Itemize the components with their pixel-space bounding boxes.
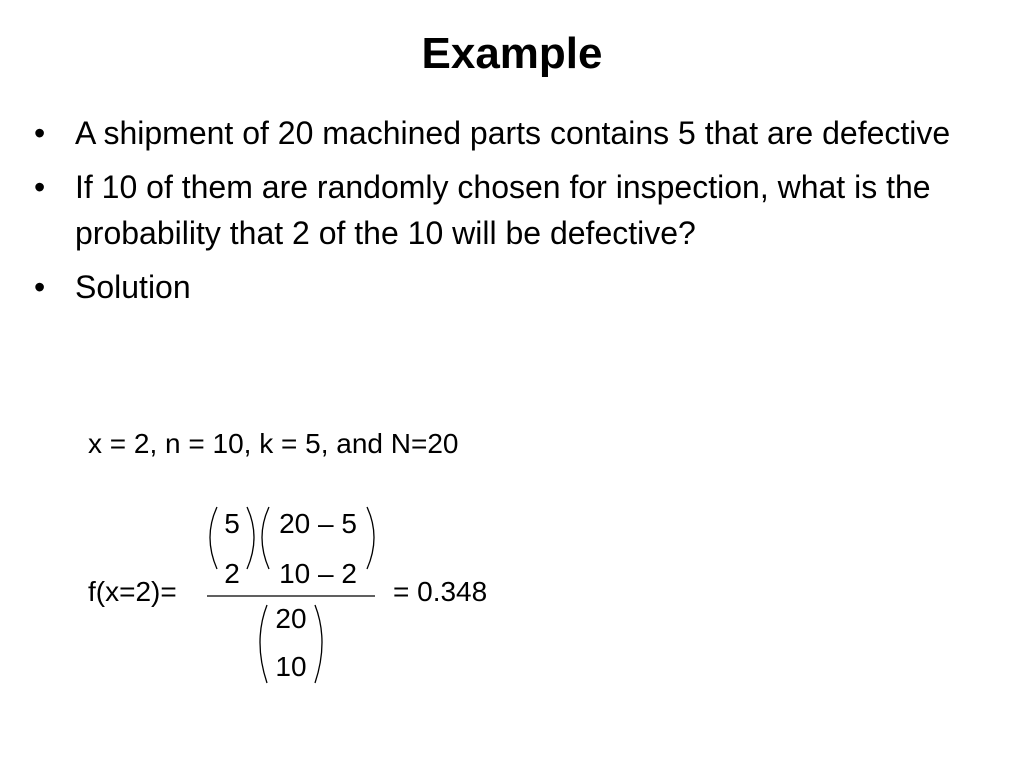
bullet-list xyxy=(30,110,970,318)
denom-binom-bottom: 10 xyxy=(275,651,307,682)
bullet-item xyxy=(30,164,970,256)
left-paren xyxy=(260,605,267,683)
right-paren xyxy=(315,605,322,683)
bullet-text-question: If 10 of them are randomly chosen for inspection, what is the probability that 2 of the 10 will be defective? xyxy=(75,169,931,251)
right-paren xyxy=(247,507,254,569)
right-paren xyxy=(367,507,374,569)
denom-binom-top: 20 xyxy=(275,603,307,634)
binom1-top: 5 xyxy=(224,508,240,539)
bullet-mark: • xyxy=(34,115,46,151)
slide-title: Example xyxy=(421,29,603,78)
left-paren xyxy=(210,507,217,569)
binom2-top: 20 – 5 xyxy=(279,508,357,539)
bullet-mark: • xyxy=(34,169,46,205)
binom1-bottom: 2 xyxy=(224,558,240,589)
bullet-mark: • xyxy=(34,269,46,305)
bullet-item xyxy=(30,264,970,310)
formula-lhs: f(x=2)= xyxy=(88,576,177,607)
bullet-item xyxy=(30,110,970,156)
bullet-text-solution: Solution xyxy=(75,269,191,305)
formula-result: = 0.348 xyxy=(393,576,488,607)
hypergeometric-formula xyxy=(195,495,395,695)
binom2-bottom: 10 – 2 xyxy=(279,558,357,589)
given-values: x = 2, n = 10, k = 5, and N=20 xyxy=(88,428,459,459)
bullet-text-shipment: A shipment of 20 machined parts contains 5 that are defective xyxy=(75,115,951,151)
formula-svg xyxy=(195,495,395,695)
left-paren xyxy=(262,507,269,569)
